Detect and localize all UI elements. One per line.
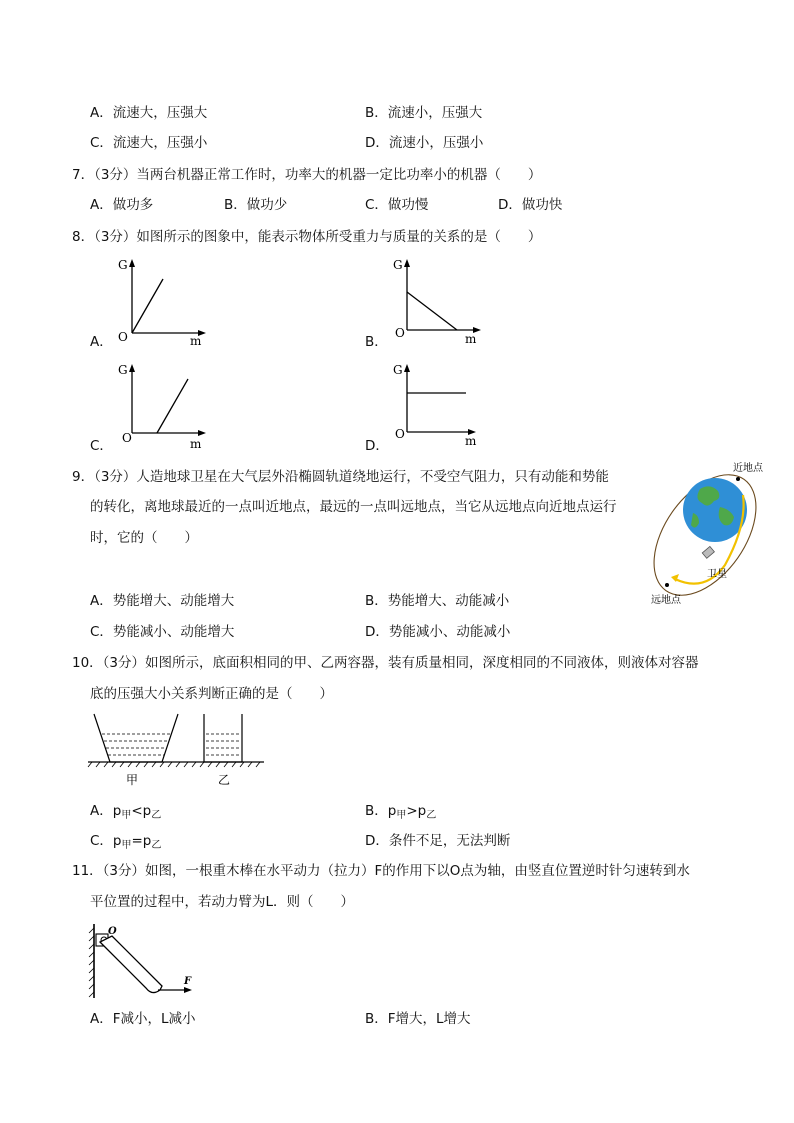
q9-stem-line-3: 时，它的（ ） <box>90 530 198 546</box>
q8-graph-b <box>385 255 495 350</box>
q10-stem-line-2: 底的压强大小关系判断正确的是（ ） <box>90 686 333 702</box>
apogee-label: 远地点 <box>651 595 681 606</box>
q11-option-b[interactable]: B．F增大，L增大 <box>365 1011 471 1027</box>
q10-c-sub2: 乙 <box>151 840 162 851</box>
q10-option-c[interactable] <box>90 832 161 852</box>
q10-b-sub2: 乙 <box>426 810 437 821</box>
graph-a-origin: O <box>118 330 128 344</box>
graph-b-y-label: G <box>393 258 403 272</box>
q9-option-a[interactable]: A．势能增大、动能增大 <box>90 593 235 609</box>
satellite-label: 卫星 <box>707 569 727 580</box>
q7-option-b[interactable]: B．做功少 <box>224 197 288 213</box>
q9-stem-line-1: 9．（3分）人造地球卫星在大气层外沿椭圆轨道绕地运行，不受空气阻力，只有动能和势能 <box>72 469 609 485</box>
q6-option-d[interactable]: D．流速小，压强小 <box>365 135 484 151</box>
q10-c-rel: =p <box>131 833 152 849</box>
q9-option-d[interactable]: D．势能减小、动能减小 <box>365 624 511 640</box>
earth-icon <box>683 478 747 542</box>
graph-b-x-label: m <box>465 332 477 346</box>
q8-graph-c <box>110 360 220 455</box>
q10-c-pre: C．p <box>90 833 122 849</box>
q10-c-sub1: 甲 <box>121 840 132 851</box>
q8-option-d[interactable]: D． <box>365 438 389 454</box>
q11-stem-line-2: 平位置的过程中，若动力臂为L．则（ ） <box>90 894 355 910</box>
q11-option-a[interactable]: A．F减小，L减小 <box>90 1011 196 1027</box>
q10-option-a[interactable] <box>90 802 161 822</box>
q10-b-pre: B．p <box>365 803 397 819</box>
graph-c-x-label: m <box>190 437 202 451</box>
q7-stem: 7．（3分）当两台机器正常工作时，功率大的机器一定比功率小的机器（ ） <box>72 167 542 183</box>
graph-a-y-label: G <box>118 258 128 272</box>
q10-a-rel: <p <box>131 803 152 819</box>
q10-option-b[interactable] <box>365 802 436 822</box>
q6-option-b[interactable]: B．流速小，压强大 <box>365 105 483 121</box>
container-jia-label: 甲 <box>126 773 139 787</box>
graph-c-y-label: G <box>118 363 128 377</box>
q10-a-pre: A．p <box>90 803 122 819</box>
q10-b-sub1: 甲 <box>396 810 407 821</box>
container-yi-label: 乙 <box>218 773 231 787</box>
graph-c-origin: O <box>122 431 132 445</box>
q8-graph-a <box>110 255 220 350</box>
q9-option-b[interactable]: B．势能增大、动能减小 <box>365 593 510 609</box>
q7-option-c[interactable]: C．做功慢 <box>365 197 429 213</box>
q8-graph-d <box>385 360 495 455</box>
satellite-icon <box>702 546 714 558</box>
q6-option-c[interactable]: C．流速大，压强小 <box>90 135 208 151</box>
q8-stem: 8．（3分）如图所示的图象中，能表示物体所受重力与质量的关系的是（ ） <box>72 229 542 245</box>
graph-b-origin: O <box>395 326 405 340</box>
q7-option-d[interactable]: D．做功快 <box>498 197 563 213</box>
graph-d-y-label: G <box>393 363 403 377</box>
graph-d-origin: O <box>395 427 405 441</box>
pivot-label: O <box>108 926 117 937</box>
satellite-orbit-figure <box>645 455 775 610</box>
q11-stem-line-1: 11．（3分）如图，一根重木棒在水平动力（拉力）F的作用下以O点为轴，由竖直位置逆时针匀速转到水 <box>72 863 690 879</box>
q8-option-a[interactable]: A． <box>90 334 113 350</box>
lever-figure <box>86 920 206 1002</box>
q10-a-sub2: 乙 <box>151 810 162 821</box>
q9-stem-line-2: 的转化，离地球最近的一点叫近地点，最远的一点叫远地点，当它从远地点向近地点运行 <box>90 499 617 515</box>
q7-option-a[interactable]: A．做功多 <box>90 197 154 213</box>
q10-a-sub1: 甲 <box>121 810 132 821</box>
q8-option-b[interactable]: B． <box>365 334 388 350</box>
containers-figure <box>88 710 268 790</box>
q8-option-c[interactable]: C． <box>90 438 113 454</box>
perigee-label: 近地点 <box>733 463 763 474</box>
q9-option-c[interactable]: C．势能减小、动能增大 <box>90 624 235 640</box>
graph-a-x-label: m <box>190 334 202 348</box>
q10-option-d[interactable]: D．条件不足，无法判断 <box>365 833 511 849</box>
force-label: F <box>184 976 192 987</box>
q10-b-rel: >p <box>406 803 427 819</box>
wooden-rod <box>100 936 162 993</box>
q10-stem-line-1: 10．（3分）如图所示，底面积相同的甲、乙两容器，装有质量相同，深度相同的不同液体，则液体对容器 <box>72 655 699 671</box>
q6-option-a[interactable]: A．流速大，压强大 <box>90 105 208 121</box>
graph-d-x-label: m <box>465 434 477 448</box>
